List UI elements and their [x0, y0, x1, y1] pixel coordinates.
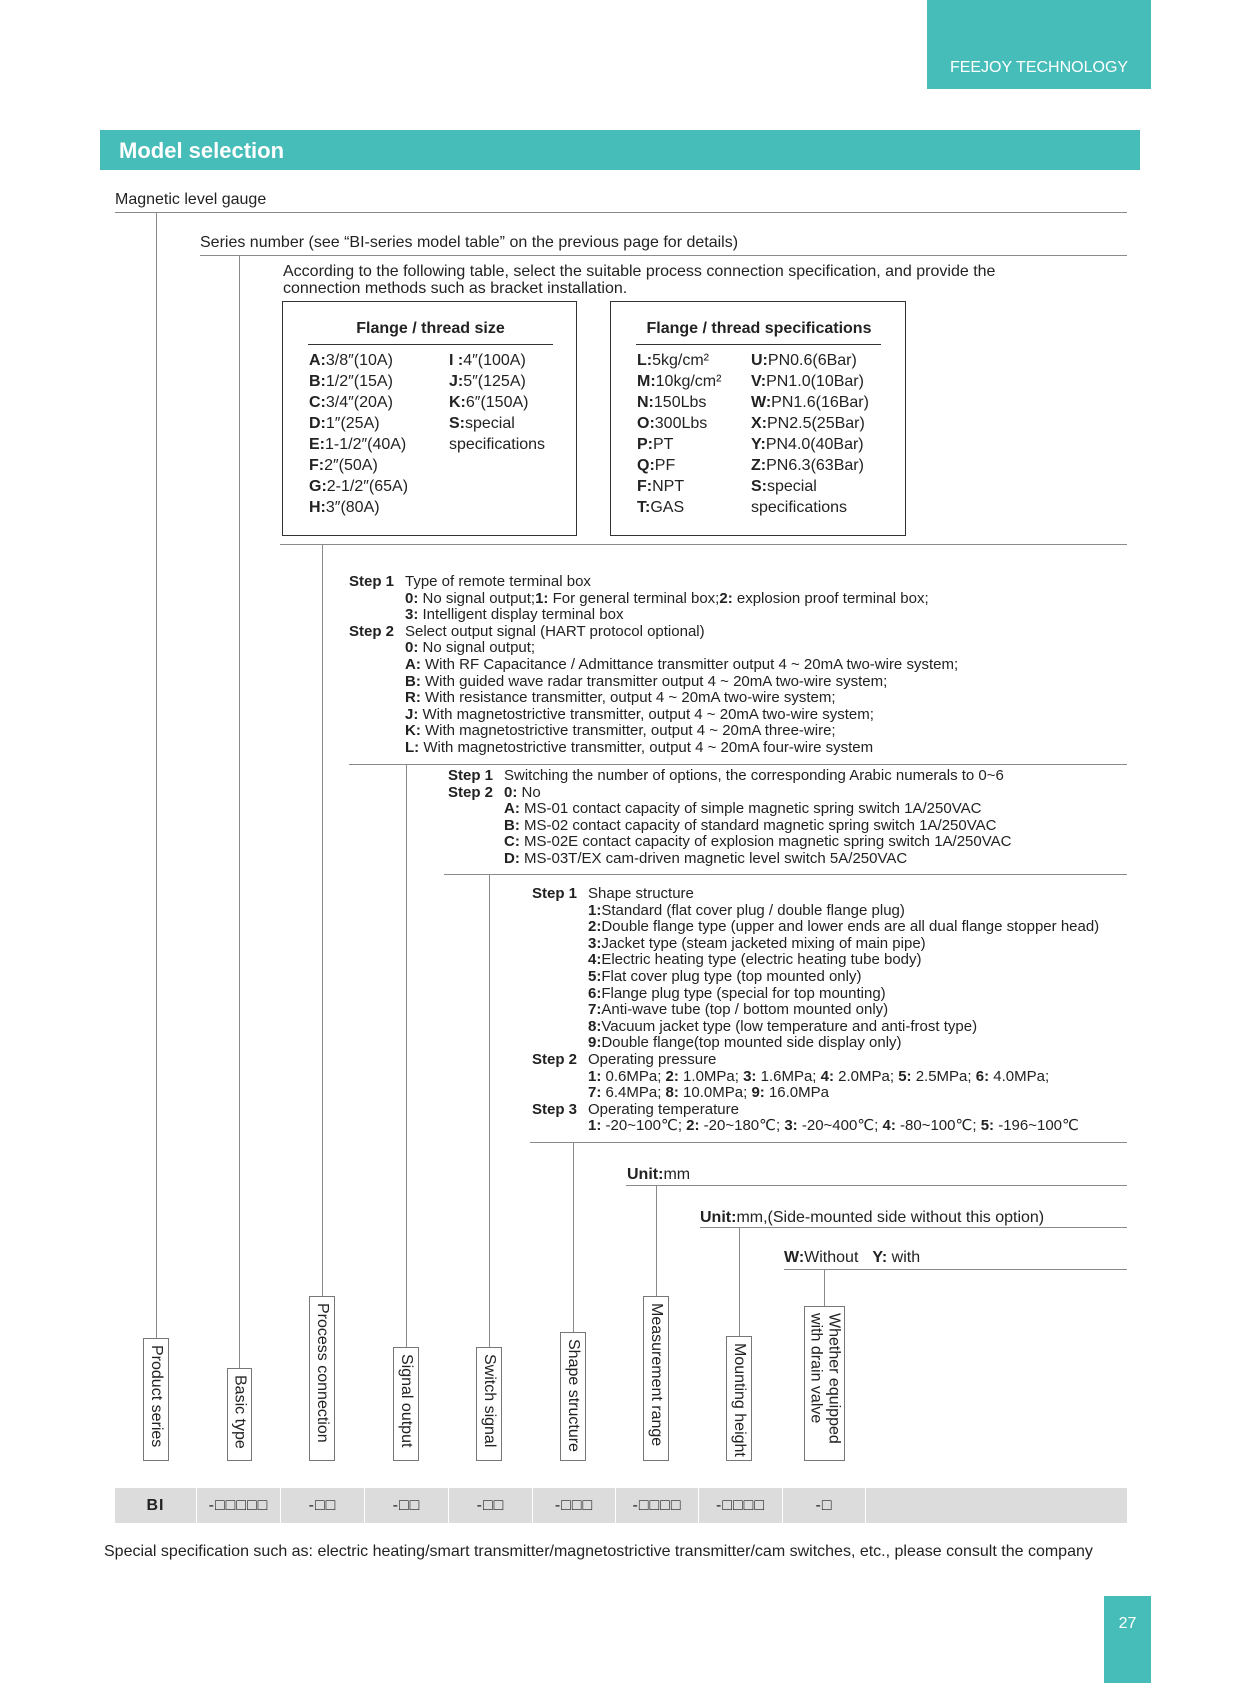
option-text: 150Lbs [653, 394, 707, 411]
divider [636, 344, 881, 345]
option-text: 3″(80A) [325, 499, 380, 516]
option-list [504, 785, 1011, 868]
step-label: Step 2 [349, 622, 395, 640]
flange-spec-title: Flange / thread specifications [646, 320, 872, 337]
column-label-product-series: Product series [143, 1338, 169, 1461]
option-code: 1: [588, 1117, 602, 1135]
mounting-unit [700, 1209, 1044, 1227]
column-label-shape-structure: Shape structure [560, 1332, 586, 1461]
option-code: 7: [588, 1001, 602, 1019]
option-text: Double flange(top mounted side display only) [601, 1034, 902, 1052]
option-item [449, 413, 545, 434]
option-item [588, 919, 1099, 936]
connector-line [489, 874, 490, 1347]
option-text: 1.0MPa; [678, 1067, 744, 1085]
option-code: Y: [751, 436, 766, 453]
option-text: Electric heating type (electric heating tube body) [601, 951, 922, 969]
option-item [637, 413, 721, 434]
option-item [405, 640, 958, 657]
option-text: -20~100℃; [601, 1117, 687, 1135]
option-item [504, 818, 1011, 835]
option-text: MS-03T/EX cam-driven magnetic level switch 5A/250VAC [519, 849, 908, 867]
option-code: F: [637, 478, 653, 495]
column-label-drain-valve [804, 1306, 845, 1461]
option-text: -80~100℃; [895, 1117, 981, 1135]
option-item [309, 434, 408, 455]
code-cell: -□□□□□ [196, 1488, 280, 1523]
option-code: X: [751, 415, 767, 432]
option-code: N: [637, 394, 654, 411]
option-text: 5kg/cm² [652, 352, 710, 369]
option-text: PN1.6(16Bar) [771, 394, 869, 411]
code-cell: -□□ [364, 1488, 448, 1523]
tree-level-2-label: Series number (see “BI-series model table” on the previous page for details) [200, 234, 739, 251]
option-item [309, 350, 408, 371]
option-code: 8: [665, 1084, 679, 1102]
option-text: Double flange type (upper and lower ends are all dual flange stopper head) [601, 918, 1100, 936]
column-label-measurement-range: Measurement range [643, 1296, 669, 1461]
option-item [588, 1019, 1099, 1036]
code-cell: -□ [782, 1488, 865, 1523]
option-code: 2: [588, 918, 602, 936]
option-item [309, 455, 408, 476]
code-cell: BI [146, 1497, 165, 1514]
option-text: PN0.6(6Bar) [767, 352, 857, 369]
option-text: -20~180℃; [699, 1117, 785, 1135]
tree-level-3-line: According to the following table, select the suitable process connection specification, and provide the [283, 263, 996, 280]
unit-label: Unit: [627, 1166, 664, 1183]
connector-line [573, 1142, 574, 1332]
option-code: T: [637, 499, 651, 516]
option-text: PN4.0(40Bar) [765, 436, 864, 453]
option-text: With magnetostrictive transmitter, output 4 ~ 20mA four-wire system [419, 738, 874, 756]
column-label-text: Whether equipped with drain valve [807, 1313, 843, 1444]
step-label: Step 2 [448, 783, 494, 801]
option-code: 3: [588, 934, 602, 952]
option-text: 2.5MPa; [911, 1067, 976, 1085]
option-code: 3: [784, 1117, 798, 1135]
option-code: 5: [980, 1117, 995, 1135]
option-item [637, 350, 721, 371]
option-code: 4: [820, 1067, 834, 1085]
option-code: 6: [588, 984, 602, 1002]
flange-size-title: Flange / thread size [356, 320, 505, 337]
option-item [588, 903, 1099, 920]
option-text: GAS [650, 499, 685, 516]
option-item [588, 936, 1099, 953]
option-text: 2.0MPa; [833, 1067, 899, 1085]
option-text: No signal output; [418, 589, 536, 607]
option-text: Without [804, 1249, 859, 1266]
switch-signal-steps [448, 768, 1011, 868]
code-cell: -□□ [448, 1488, 532, 1523]
option-code: 4: [588, 951, 602, 969]
option-text: 4″(100A) [463, 352, 526, 369]
option-code: 3: [743, 1067, 757, 1085]
option-code: 1: [588, 1067, 602, 1085]
column-label-process-connection: Process connection [309, 1296, 335, 1461]
step-title: Switching the number of options, the corresponding Arabic numerals to 0~6 [504, 767, 1004, 784]
option-item [405, 740, 958, 757]
option-item [588, 969, 1099, 986]
option-code: K: [405, 722, 421, 740]
option-code: B: [405, 672, 421, 690]
measurement-unit [627, 1166, 690, 1184]
option-code: D: [309, 415, 326, 432]
option-code: S: [751, 478, 767, 495]
section-title: Model selection [100, 130, 1140, 170]
flange-spec-column [751, 350, 869, 518]
option-code: G: [309, 478, 327, 495]
option-item [405, 723, 958, 740]
unit-label: Unit: [700, 1209, 737, 1226]
option-item [449, 371, 545, 392]
option-text: 1-1/2″(40A) [325, 436, 407, 453]
option-item [637, 476, 721, 497]
flange-spec-column [637, 350, 721, 518]
option-text: -196~100℃ [994, 1117, 1079, 1135]
option-item [637, 497, 721, 518]
option-text: special [767, 478, 817, 495]
option-code: W: [751, 394, 772, 411]
step-label: Step 2 [532, 1050, 578, 1068]
option-text: 4.0MPa; [989, 1067, 1050, 1085]
step-label: Step 1 [532, 885, 578, 902]
option-text: Intelligent display terminal box [418, 606, 624, 624]
flange-size-column [449, 350, 545, 455]
column-label-switch-signal: Switch signal [476, 1347, 502, 1461]
flange-size-column [309, 350, 408, 518]
option-code: 7: [588, 1084, 602, 1102]
divider [308, 344, 553, 345]
option-line [532, 1118, 1099, 1135]
unit-value: mm [663, 1166, 691, 1183]
option-code: Q: [637, 457, 655, 474]
option-text: MS-02 contact capacity of standard magnetic spring switch 1A/250VAC [519, 816, 997, 834]
option-text: NPT [652, 478, 685, 495]
code-cell: -□□□ [532, 1488, 615, 1523]
option-code: 2: [719, 589, 733, 607]
option-text: With magnetostrictive transmitter, output 4 ~ 20mA two-wire system; [418, 705, 874, 723]
step-label: Step 3 [532, 1100, 578, 1118]
option-code: K: [449, 394, 466, 411]
option-code: 4: [882, 1117, 896, 1135]
option-code: J: [405, 705, 419, 723]
option-text: For general terminal box; [548, 589, 720, 607]
option-text: With RF Capacitance / Admittance transmitter output 4 ~ 20mA two-wire system; [420, 655, 959, 673]
option-text: 2-1/2″(65A) [326, 478, 409, 495]
step-title: Shape structure [588, 885, 694, 902]
option-text: PN6.3(63Bar) [766, 457, 864, 474]
option-text: PF [654, 457, 676, 474]
option-text: 3/8″(10A) [325, 352, 393, 369]
option-text: explosion proof terminal box; [732, 589, 929, 607]
option-code: W: [784, 1249, 805, 1266]
connector-line [406, 764, 407, 1347]
option-code: S: [449, 415, 465, 432]
option-item [637, 392, 721, 413]
option-item [637, 455, 721, 476]
option-code: D: [504, 849, 520, 867]
code-cell: -□□ [280, 1488, 364, 1523]
flange-size-table [282, 301, 577, 536]
option-text: No signal output; [418, 639, 536, 657]
connector-line [239, 255, 240, 1368]
option-code: J: [449, 373, 464, 390]
option-code: L: [637, 352, 653, 369]
option-item [637, 434, 721, 455]
connector-line [156, 212, 157, 1338]
divider [530, 1142, 1127, 1143]
option-item [751, 497, 869, 518]
tree-level-3-line: connection methods such as bracket installation. [283, 279, 628, 297]
option-text: Jacket type (steam jacketed mixing of main pipe) [601, 934, 926, 952]
option-code: 9: [588, 1034, 602, 1052]
option-text: Standard (flat cover plug / double flange plug) [601, 901, 905, 919]
option-code: A: [309, 352, 326, 369]
option-item [588, 1002, 1099, 1019]
option-code: B: [309, 373, 326, 390]
option-code: F: [309, 457, 325, 474]
option-list [349, 640, 958, 756]
option-code: 0: [405, 639, 419, 657]
option-text: 6″(150A) [465, 394, 529, 411]
option-code: M: [637, 373, 656, 390]
step-title: Type of remote terminal box [405, 573, 591, 590]
option-text: With magnetostrictive transmitter, output 4 ~ 20mA three-wire; [420, 722, 836, 740]
option-text: 1″(25A) [325, 415, 380, 432]
option-text: specifications [449, 436, 546, 453]
option-text: MS-02E contact capacity of explosion magnetic spring switch 1A/250VAC [519, 833, 1012, 851]
code-cell: -□□□□ [615, 1488, 698, 1523]
option-code: 9: [751, 1084, 765, 1102]
option-item [309, 497, 408, 518]
divider [700, 1227, 1127, 1228]
code-cell: -□□□□ [698, 1488, 782, 1523]
step-title: Operating pressure [588, 1050, 717, 1068]
option-item [751, 455, 869, 476]
option-text: 16.0MPa [764, 1084, 829, 1102]
option-code: 5: [588, 967, 602, 985]
option-code: 8: [588, 1017, 602, 1035]
option-list [532, 903, 1099, 1052]
option-item [588, 986, 1099, 1003]
option-item [751, 350, 869, 371]
code-cell-empty [865, 1488, 1127, 1523]
option-item [309, 413, 408, 434]
divider [349, 764, 1127, 765]
option-item [449, 434, 545, 455]
option-item [405, 657, 958, 674]
option-item [309, 476, 408, 497]
step-label: Step 1 [448, 767, 494, 784]
option-text: 10kg/cm² [655, 373, 722, 390]
option-item [588, 952, 1099, 969]
column-label-mounting-height: Mounting height [726, 1336, 752, 1461]
option-text: with [887, 1249, 921, 1266]
option-code: Y: [872, 1249, 888, 1266]
option-item [405, 690, 958, 707]
tree-level-3-text [283, 264, 995, 297]
option-item [751, 392, 869, 413]
option-text: Vacuum jacket type (low temperature and anti-frost type) [601, 1017, 978, 1035]
option-code: B: [504, 816, 520, 834]
option-code: L: [405, 738, 420, 756]
option-text: 1/2″(15A) [325, 373, 393, 390]
option-text: Flange plug type (special for top mounting) [601, 984, 886, 1002]
option-item [405, 674, 958, 691]
unit-value: mm,(Side-mounted side without this option) [736, 1209, 1045, 1226]
option-item [449, 350, 545, 371]
option-text: 2″(50A) [324, 457, 378, 474]
divider [444, 874, 1127, 875]
tree-level-1-label: Magnetic level gauge [115, 191, 267, 208]
option-text: special [465, 415, 515, 432]
option-item [405, 707, 958, 724]
option-code: 2: [686, 1117, 700, 1135]
option-code: P: [637, 436, 653, 453]
drain-options [784, 1249, 920, 1267]
option-code: H: [309, 499, 326, 516]
connector-line [824, 1269, 825, 1306]
option-code: O: [637, 415, 655, 432]
option-code: C: [504, 833, 520, 851]
option-text: PN2.5(25Bar) [767, 415, 865, 432]
option-item [449, 392, 545, 413]
option-text: With resistance transmitter, output 4 ~ 20mA two-wire system; [420, 689, 836, 707]
option-code: V: [751, 373, 767, 390]
option-code: I : [449, 352, 464, 369]
model-code-bar [115, 1488, 1127, 1523]
option-line [349, 607, 958, 624]
brand-label: FEEJOY TECHNOLOGY [927, 0, 1151, 89]
option-text: Anti-wave tube (top / bottom mounted only) [601, 1001, 889, 1019]
option-text: 6.4MPa; [601, 1084, 666, 1102]
option-item [504, 851, 1011, 868]
option-code: Z: [751, 457, 767, 474]
option-item [751, 371, 869, 392]
option-item [751, 434, 869, 455]
connector-line [322, 544, 323, 1296]
option-text: PN1.0(10Bar) [766, 373, 864, 390]
option-text: Flat cover plug type (top mounted only) [601, 967, 862, 985]
option-code: 2: [665, 1067, 679, 1085]
option-text: specifications [751, 499, 848, 516]
option-line [532, 1069, 1099, 1086]
option-line [532, 1085, 1099, 1102]
option-text: PT [653, 436, 674, 453]
option-code: 5: [898, 1067, 912, 1085]
option-text: No [517, 783, 541, 801]
option-text: MS-01 contact capacity of simple magnetic spring switch 1A/250VAC [519, 800, 982, 818]
option-text: -20~400℃; [797, 1117, 883, 1135]
column-label-basic-type: Basic type [227, 1368, 252, 1461]
option-code: C: [309, 394, 326, 411]
signal-output-steps [349, 574, 958, 757]
option-code: A: [405, 655, 421, 673]
option-code: A: [504, 800, 520, 818]
step-title: Select output signal (HART protocol optional) [405, 622, 705, 640]
divider [280, 544, 1127, 545]
option-text: 3/4″(20A) [325, 394, 393, 411]
footnote: Special specification such as: electric heating/smart transmitter/magnetostrictive transmitter/cam switches, etc., please consult the company [104, 1543, 1093, 1560]
option-code: 3: [405, 606, 419, 624]
divider [115, 212, 1127, 213]
shape-structure-steps [532, 886, 1099, 1135]
option-code: R: [405, 689, 421, 707]
option-code: 6: [975, 1067, 990, 1085]
option-item [637, 371, 721, 392]
connector-line [739, 1227, 740, 1336]
option-item [309, 371, 408, 392]
option-code: 0: [504, 783, 518, 801]
option-code: U: [751, 352, 768, 369]
step-title: Operating temperature [588, 1100, 739, 1118]
option-text: With guided wave radar transmitter output 4 ~ 20mA two-wire system; [420, 672, 888, 690]
option-code: 0: [405, 589, 419, 607]
column-label-signal-output: Signal output [393, 1347, 419, 1461]
option-item [588, 1035, 1099, 1052]
option-text: 0.6MPa; [601, 1067, 666, 1085]
option-item [751, 476, 869, 497]
divider [200, 255, 1127, 256]
flange-spec-table [610, 301, 906, 536]
option-item [504, 801, 1011, 818]
option-code: 1: [535, 589, 549, 607]
divider [626, 1185, 1127, 1186]
connector-line [656, 1185, 657, 1296]
divider [784, 1269, 1127, 1270]
option-line [349, 591, 958, 608]
option-text: 300Lbs [654, 415, 708, 432]
option-item [504, 785, 1011, 802]
option-text: 1.6MPa; [756, 1067, 821, 1085]
option-item [751, 413, 869, 434]
option-text: 10.0MPa; [678, 1084, 752, 1102]
page-number: 27 [1104, 1596, 1151, 1683]
step-label: Step 1 [349, 573, 395, 590]
option-item [309, 392, 408, 413]
option-code: E: [309, 436, 325, 453]
option-text: 5″(125A) [463, 373, 526, 390]
option-item [504, 834, 1011, 851]
option-code: 1: [588, 901, 602, 919]
